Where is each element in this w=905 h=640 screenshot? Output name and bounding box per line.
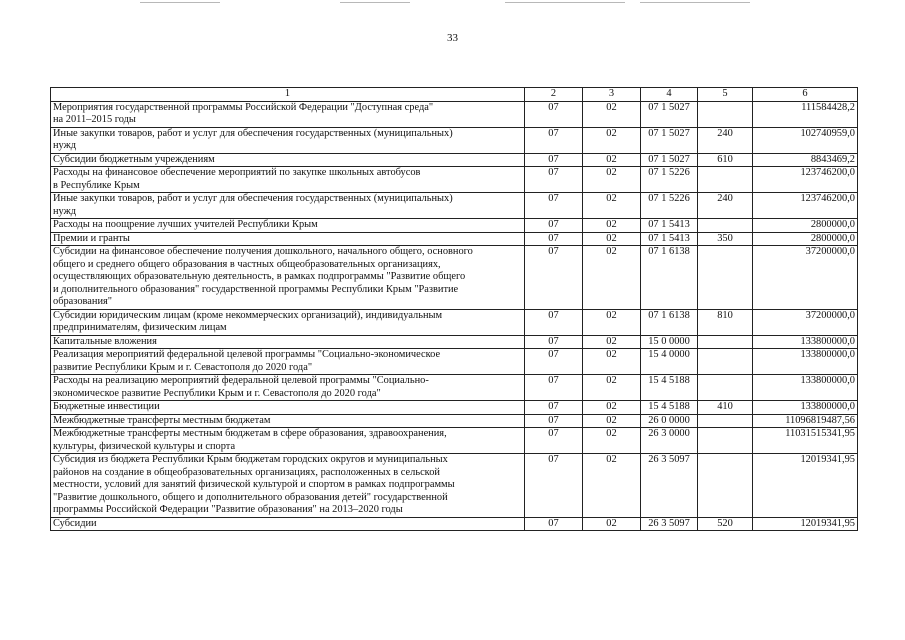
target-article-cell: 15 4 5188 (641, 375, 698, 401)
expense-type-cell (698, 414, 753, 428)
expense-name-line: экономическое развитие Республики Крым и г. Севастополя до 2020 года" (53, 387, 381, 399)
expense-name-line: местности, условий для занятий физической культурой и спортом в рамках подпрограммы (53, 479, 455, 490)
table-row (51, 193, 858, 219)
subsection-code-cell: 02 (583, 127, 641, 153)
expense-name-line: Иные закупки товаров, работ и услуг для обеспечения государственных (муниципальных) (53, 127, 453, 139)
section-code-cell: 07 (525, 153, 583, 167)
section-code-cell: 07 (525, 454, 583, 518)
section-code-cell: 07 (525, 167, 583, 193)
amount-cell: 12019341,95 (753, 454, 858, 518)
table-row (51, 232, 858, 246)
column-header: 5 (698, 88, 753, 102)
amount-cell: 123746200,0 (753, 167, 858, 193)
expense-name-cell (51, 127, 525, 153)
expense-name-line: Субсидии юридическим лицам (кроме некоммерческих организаций), индивидуальным (53, 309, 443, 321)
expense-name-cell (51, 153, 525, 167)
page-number: 33 (447, 32, 458, 44)
amount-cell: 11031515341,95 (753, 428, 858, 454)
budget-table (50, 87, 858, 531)
expense-name-cell (51, 428, 525, 454)
section-code-cell: 07 (525, 375, 583, 401)
expense-name-line: Мероприятия государственной программы Российской Федерации "Доступная среда" (53, 101, 434, 113)
scan-artifact-line (140, 2, 220, 3)
column-header: 6 (753, 88, 858, 102)
expense-name-cell (51, 517, 525, 531)
subsection-code-cell: 02 (583, 153, 641, 167)
expense-name-cell (51, 167, 525, 193)
target-article-cell: 07 1 5226 (641, 193, 698, 219)
expense-type-cell (698, 349, 753, 375)
table-row (51, 335, 858, 349)
expense-type-cell (698, 454, 753, 518)
table-row (51, 309, 858, 335)
expense-name-cell (51, 193, 525, 219)
expense-type-cell: 350 (698, 232, 753, 246)
table-row (51, 428, 858, 454)
amount-cell: 37200000,0 (753, 246, 858, 310)
target-article-cell: 07 1 5413 (641, 232, 698, 246)
expense-name-line: Капитальные вложения (53, 335, 157, 347)
target-article-cell: 07 1 5027 (641, 127, 698, 153)
expense-name-cell (51, 219, 525, 233)
expense-name-line: Субсидии на финансовое обеспечение получения дошкольного, начального общего, основного (53, 246, 473, 257)
column-header: 3 (583, 88, 641, 102)
expense-name-cell (51, 401, 525, 415)
section-code-cell: 07 (525, 335, 583, 349)
expense-name-cell (51, 246, 525, 310)
amount-cell: 8843469,2 (753, 153, 858, 167)
expense-name-line: Реализация мероприятий федеральной целевой программы "Социально-экономическое (53, 349, 441, 360)
expense-name-line: предпринимателям, физическим лицам (53, 322, 227, 333)
expense-name-line: Иные закупки товаров, работ и услуг для обеспечения государственных (муниципальных) (53, 193, 453, 204)
target-article-cell: 07 1 6138 (641, 246, 698, 310)
section-code-cell: 07 (525, 517, 583, 531)
expense-name-cell (51, 101, 525, 127)
expense-name-cell (51, 414, 525, 428)
target-article-cell: 26 3 5097 (641, 517, 698, 531)
expense-name-line: Субсидии (53, 517, 97, 529)
table-row (51, 219, 858, 233)
target-article-cell: 15 4 5188 (641, 401, 698, 415)
amount-cell: 133800000,0 (753, 335, 858, 349)
amount-cell: 133800000,0 (753, 375, 858, 401)
section-code-cell: 07 (525, 309, 583, 335)
expense-name-line: в Республике Крым (53, 179, 140, 191)
table-row (51, 167, 858, 193)
expense-name-line: нужд (53, 140, 77, 151)
expense-name-cell (51, 375, 525, 401)
expense-name-line: Расходы на финансовое обеспечение мероприятий по закупке школьных автобусов (53, 167, 421, 178)
expense-name-line: и дополнительного образования" государственной программы Республики Крым "Развитие (53, 283, 459, 295)
subsection-code-cell: 02 (583, 428, 641, 454)
target-article-cell: 26 0 0000 (641, 414, 698, 428)
subsection-code-cell: 02 (583, 375, 641, 401)
section-code-cell: 07 (525, 101, 583, 127)
subsection-code-cell: 02 (583, 335, 641, 349)
expense-type-cell (698, 219, 753, 233)
expense-type-cell: 240 (698, 193, 753, 219)
expense-name-cell (51, 232, 525, 246)
target-article-cell: 15 0 0000 (641, 335, 698, 349)
section-code-cell: 07 (525, 219, 583, 233)
table-row (51, 153, 858, 167)
amount-cell: 11096819487,56 (753, 414, 858, 428)
expense-name-line: "Развитие дошкольного, общего и дополнительного образования детей" государственной (53, 491, 448, 503)
expense-name-line: развитие Республики Крым и г. Севастополя до 2020 года" (53, 361, 313, 373)
section-code-cell: 07 (525, 401, 583, 415)
target-article-cell: 07 1 5226 (641, 167, 698, 193)
subsection-code-cell: 02 (583, 167, 641, 193)
amount-cell: 111584428,2 (753, 101, 858, 127)
expense-name-line: Бюджетные инвестиции (53, 401, 160, 412)
scan-artifact-line (340, 2, 410, 3)
target-article-cell: 07 1 5413 (641, 219, 698, 233)
amount-cell: 2800000,0 (753, 219, 858, 233)
subsection-code-cell: 02 (583, 101, 641, 127)
amount-cell: 12019341,95 (753, 517, 858, 531)
expense-type-cell: 520 (698, 517, 753, 531)
expense-name-line: культуры, физической культуры и спорта (53, 440, 236, 452)
expense-name-cell (51, 454, 525, 518)
table-header-row (51, 88, 858, 102)
target-article-cell: 07 1 6138 (641, 309, 698, 335)
table-row (51, 375, 858, 401)
expense-type-cell (698, 101, 753, 127)
expense-name-line: Расходы на реализацию мероприятий федеральной целевой программы "Социально- (53, 375, 429, 386)
subsection-code-cell: 02 (583, 517, 641, 531)
target-article-cell: 15 4 0000 (641, 349, 698, 375)
section-code-cell: 07 (525, 127, 583, 153)
expense-type-cell (698, 246, 753, 310)
subsection-code-cell: 02 (583, 454, 641, 518)
target-article-cell: 26 3 0000 (641, 428, 698, 454)
subsection-code-cell: 02 (583, 219, 641, 233)
expense-name-cell (51, 349, 525, 375)
table-row (51, 454, 858, 518)
expense-name-line: Межбюджетные трансферты местным бюджетам (53, 414, 271, 426)
amount-cell: 133800000,0 (753, 349, 858, 375)
section-code-cell: 07 (525, 349, 583, 375)
section-code-cell: 07 (525, 193, 583, 219)
section-code-cell: 07 (525, 232, 583, 246)
expense-type-cell (698, 375, 753, 401)
subsection-code-cell: 02 (583, 414, 641, 428)
section-code-cell: 07 (525, 414, 583, 428)
table-row (51, 101, 858, 127)
expense-type-cell (698, 335, 753, 349)
subsection-code-cell: 02 (583, 401, 641, 415)
section-code-cell: 07 (525, 428, 583, 454)
expense-name-line: Субсидии бюджетным учреждениям (53, 153, 215, 165)
expense-name-line: нужд (53, 205, 77, 217)
subsection-code-cell: 02 (583, 232, 641, 246)
expense-type-cell (698, 167, 753, 193)
table-row (51, 517, 858, 531)
expense-name-line: осуществляющих образовательную деятельность, в рамках подпрограммы "Развитие общего (53, 271, 466, 282)
amount-cell: 37200000,0 (753, 309, 858, 335)
expense-name-line: общего и среднего общего образования в частных общеобразовательных организациях, (53, 258, 441, 270)
column-header: 1 (51, 88, 525, 102)
target-article-cell: 26 3 5097 (641, 454, 698, 518)
scan-artifact-line (640, 2, 750, 3)
table-row (51, 246, 858, 310)
table-row (51, 127, 858, 153)
expense-name-cell (51, 309, 525, 335)
expense-name-line: Расходы на поощрение лучших учителей Республики Крым (53, 219, 318, 230)
expense-type-cell: 810 (698, 309, 753, 335)
expense-type-cell: 610 (698, 153, 753, 167)
expense-name-line: районов на создание в общеобразовательных организациях, расположенных в сельской (53, 466, 440, 478)
expense-name-line: образования" (53, 296, 113, 307)
table-row (51, 414, 858, 428)
table-row (51, 401, 858, 415)
scan-artifact-line (505, 2, 625, 3)
expense-name-line: на 2011–2015 годы (53, 114, 136, 125)
section-code-cell: 07 (525, 246, 583, 310)
expense-name-line: Премии и гранты (53, 232, 130, 244)
target-article-cell: 07 1 5027 (641, 153, 698, 167)
subsection-code-cell: 02 (583, 246, 641, 310)
subsection-code-cell: 02 (583, 309, 641, 335)
table-row (51, 349, 858, 375)
subsection-code-cell: 02 (583, 193, 641, 219)
column-header: 2 (525, 88, 583, 102)
expense-type-cell: 240 (698, 127, 753, 153)
amount-cell: 2800000,0 (753, 232, 858, 246)
target-article-cell: 07 1 5027 (641, 101, 698, 127)
subsection-code-cell: 02 (583, 349, 641, 375)
expense-name-cell (51, 335, 525, 349)
expense-name-line: программы Российской Федерации "Развитие образования" на 2013–2020 годы (53, 504, 403, 515)
expense-type-cell: 410 (698, 401, 753, 415)
expense-name-line: Субсидия из бюджета Республики Крым бюджетам городских округов и муниципальных (53, 454, 448, 465)
amount-cell: 102740959,0 (753, 127, 858, 153)
amount-cell: 133800000,0 (753, 401, 858, 415)
column-header: 4 (641, 88, 698, 102)
expense-type-cell (698, 428, 753, 454)
expense-name-line: Межбюджетные трансферты местным бюджетам в сфере образования, здравоохранения, (53, 428, 447, 439)
amount-cell: 123746200,0 (753, 193, 858, 219)
